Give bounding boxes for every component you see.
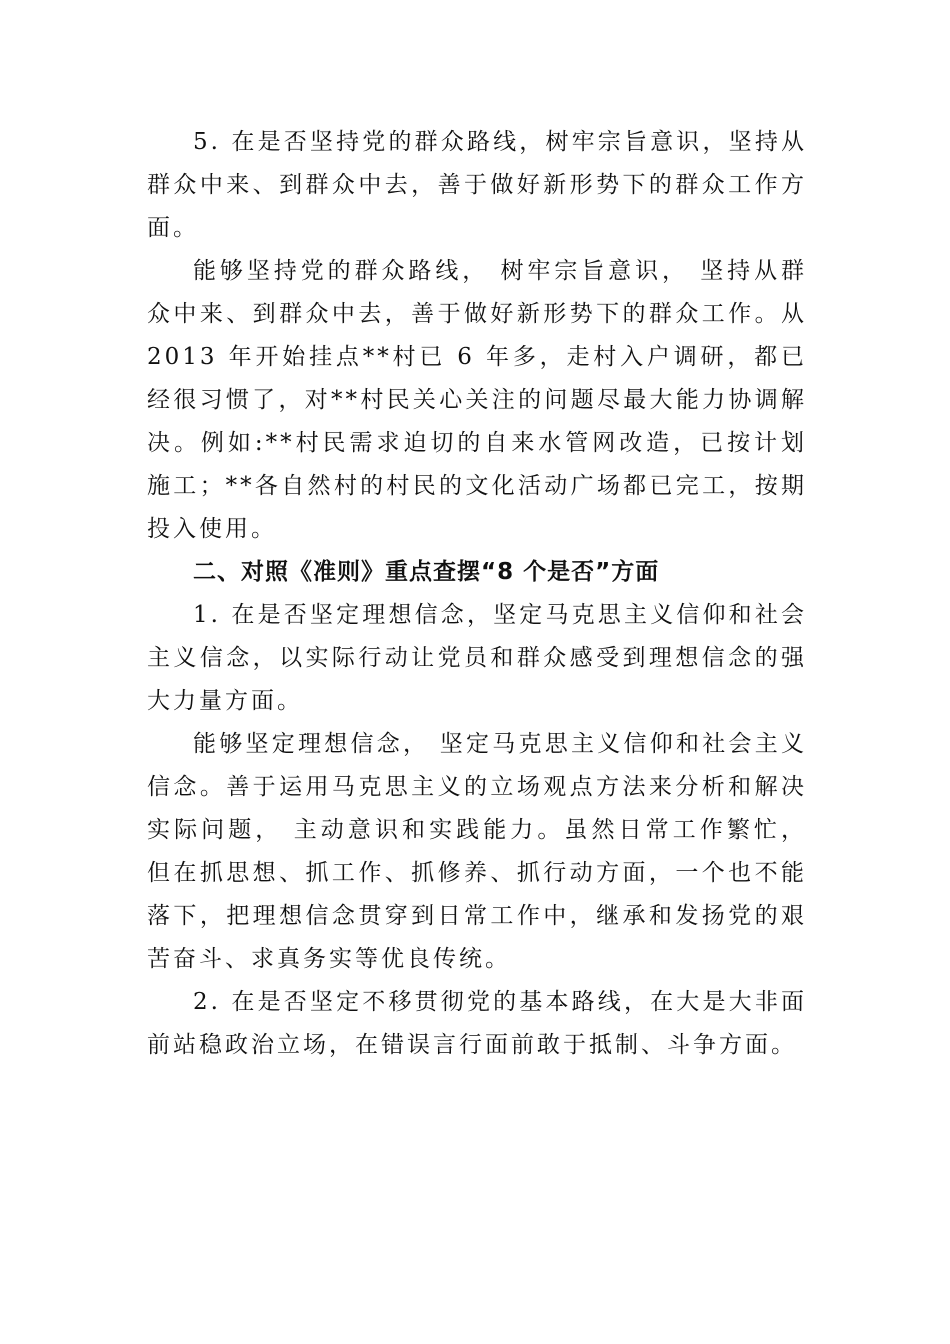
section-heading: 二、对照《准则》重点查摆“8 个是否”方面: [193, 559, 660, 585]
item-5-question: 5. 在是否坚持党的群众路线，树牢宗旨意识，坚持从群众中来、到群众中去，善于做好新形势下的群众工作方面。: [147, 129, 807, 241]
item-2-question: 2. 在是否坚定不移贯彻党的基本路线，在大是大非面前站稳政治立场，在错误言行面前敢于抵制、斗争方面。: [147, 989, 807, 1058]
item-1-question: 1. 在是否坚定理想信念，坚定马克思主义信仰和社会主义信念，以实际行动让党员和群众感受到理想信念的强大力量方面。: [147, 602, 807, 714]
document-page: [147, 121, 807, 1067]
item-1-answer: 能够坚定理想信念， 坚定马克思主义信仰和社会主义信念。善于运用马克思主义的立场观点方法来分析和解决实际问题， 主动意识和实践能力。虽然日常工作繁忙，但在抓思想、抓工作、抓修养、抓行动方面，一个也不能落下，把理想信念贯穿到日常工作中，继承和发扬党的艰苦奋斗、求真务实等优良传统。: [147, 731, 807, 972]
item-5-answer: 能够坚持党的群众路线， 树牢宗旨意识， 坚持从群众中来、到群众中去，善于做好新形势下的群众工作。从 2013 年开始挂点**村已 6 年多，走村入户调研，都已经很习惯了，对**村民关心关注的问题尽最大能力协调解决。例如:**村民需求迫切的自来水管网改造，已按计划施工；**各自然村的村民的文化活动广场都已完工，按期投入使用。: [147, 258, 807, 542]
